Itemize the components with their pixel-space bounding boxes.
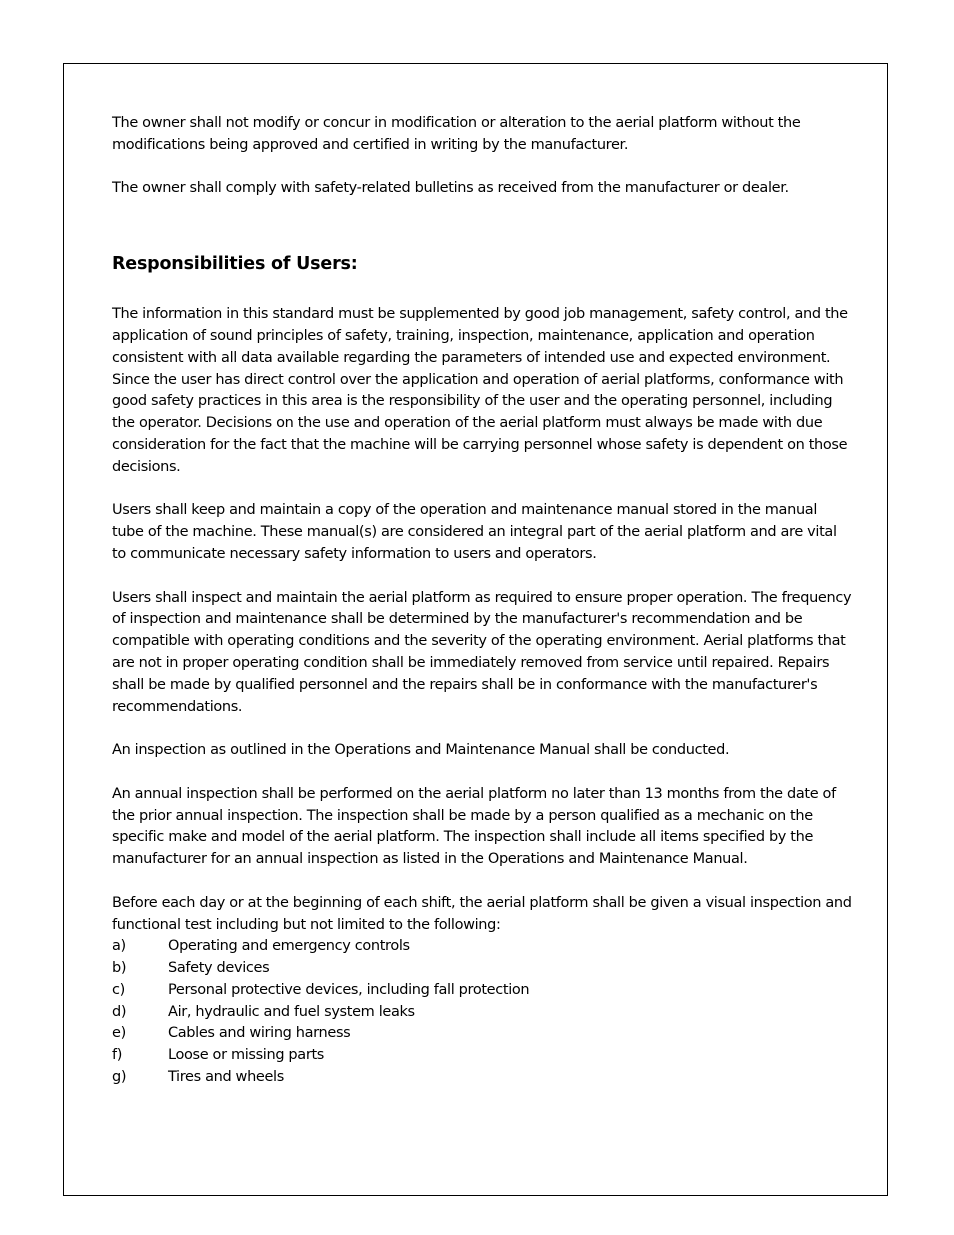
users-maintenance-paragraph: Users shall inspect and maintain the aerial platform as required to ensure proper operation. The frequency of inspection and maintenance shall be determined by the manufacturer's recommendation and be compatible with operating conditions and the severity of the operating environment. Aerial platforms that are not in proper operating condition shall be immediately removed from service until repaired. Repairs shall be made by qualified personnel and the repairs shall be in conformance with the manufacturer's recommendations. [112,589,852,715]
list-item-text: Tires and wheels [168,1069,284,1086]
list-marker: f) [112,1047,123,1064]
list-item-text: Operating and emergency controls [168,938,410,955]
list-marker: b) [112,960,127,977]
list-item-text: Air, hydraulic and fuel system leaks [168,1003,415,1020]
inspection-checklist [112,936,852,1089]
list-item [112,1067,852,1089]
list-marker: e) [112,1025,126,1042]
list-marker: g) [112,1069,127,1086]
list-item [112,1002,852,1024]
list-marker: a) [112,938,126,955]
document-body [112,113,852,1089]
list-marker: c) [112,981,125,998]
list-marker: d) [112,1003,127,1020]
list-item [112,1045,852,1067]
list-item-text: Personal protective devices, including fall protection [168,981,530,998]
list-item-text: Cables and wiring harness [168,1025,351,1042]
users-standard-paragraph: The information in this standard must be supplemented by good job management, safety control, and the application of sound principles of safety, training, inspection, maintenance, application and operation consistent with all data available regarding the parameters of intended use and expected environment. Since the user has direct control over the application and operation of aerial platforms, conformance with good safety practices in this area is the responsibility of the user and the operating personnel, including the operator. Decisions on the use and operation of the aerial platform must always be made with due consideration for the fact that the machine will be carrying personnel whose safety is dependent on those decisions. [112,306,848,475]
owner-bulletins-paragraph: The owner shall comply with safety-related bulletins as received from the manufacturer or dealer. [112,180,789,197]
owner-modification-paragraph: The owner shall not modify or concur in modification or alteration to the aerial platform without the modifications being approved and certified in writing by the manufacturer. [112,115,801,153]
section-heading-users: Responsibilities of Users: [112,254,358,275]
list-item-text: Loose or missing parts [168,1047,324,1064]
list-item-text: Safety devices [168,960,270,977]
list-item [112,958,852,980]
users-manual-paragraph: Users shall keep and maintain a copy of the operation and maintenance manual stored in the manual tube of the machine. These manual(s) are considered an integral part of the aerial platform and are vital to communicate necessary safety information to users and operators. [112,502,837,562]
users-annual-inspection-paragraph: An annual inspection shall be performed on the aerial platform no later than 13 months from the date of the prior annual inspection. The inspection shall be made by a person qualified as a mechanic on the specific make and model of the aerial platform. The inspection shall include all items specified by the manufacturer for an annual inspection as listed in the Operations and Maintenance Manual. [112,785,836,868]
list-item [112,936,852,958]
users-daily-inspection-paragraph: Before each day or at the beginning of each shift, the aerial platform shall be given a visual inspection and functional test including but not limited to the following: [112,894,852,933]
list-item [112,980,852,1002]
users-inspection-paragraph: An inspection as outlined in the Operations and Maintenance Manual shall be conducted. [112,742,730,759]
list-item [112,1023,852,1045]
